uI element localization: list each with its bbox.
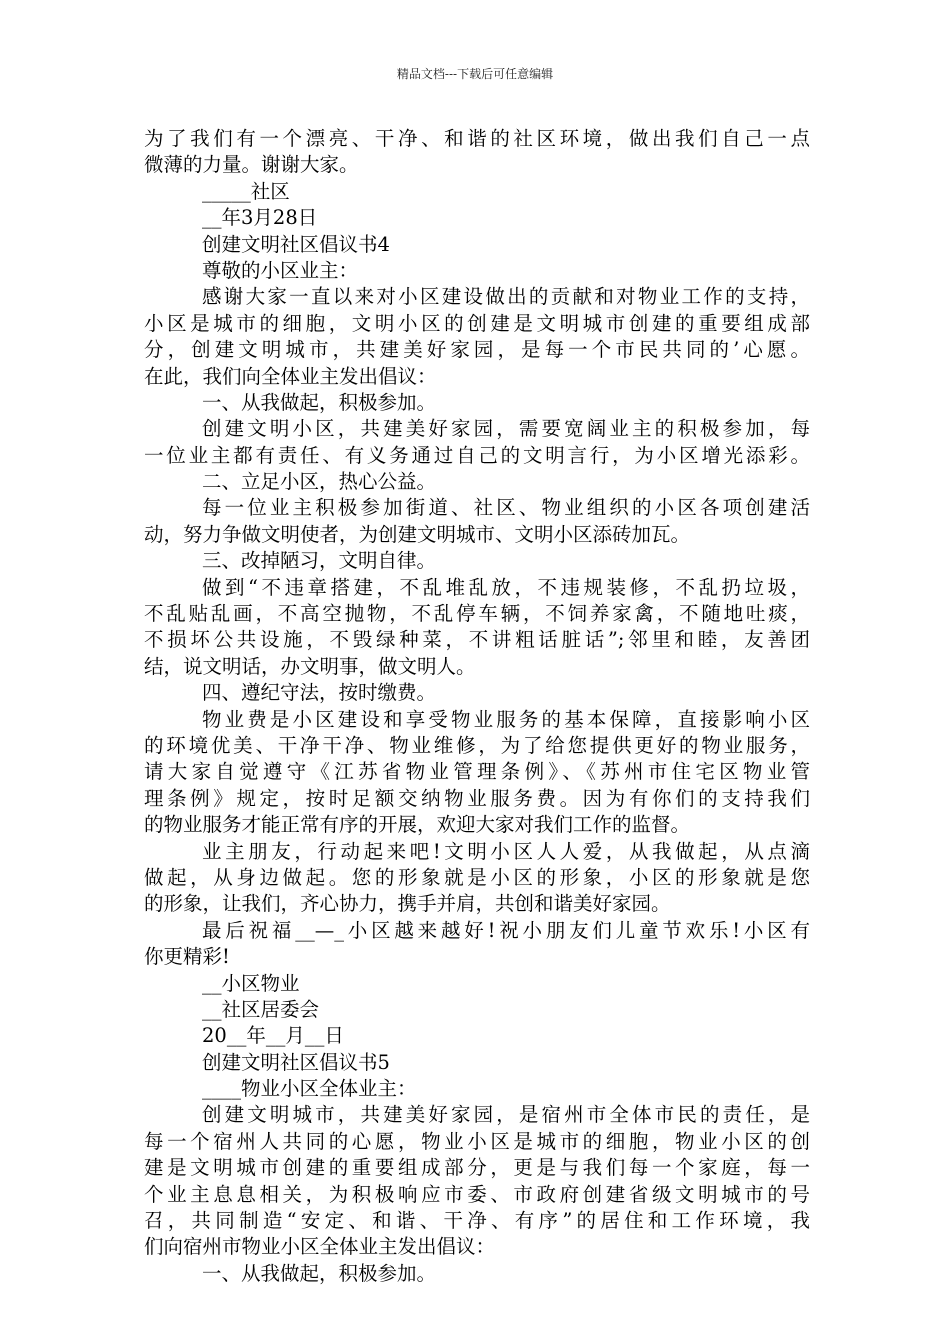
text-line: 创建文明社区倡议书4	[202, 232, 390, 256]
text-line: 20__年__月__日	[202, 1024, 344, 1048]
text-line: 不乱贴乱画，不高空抛物，不乱停车辆，不饲养家禽，不随地吐痰，	[144, 602, 810, 626]
text-line: ____物业小区全体业主：	[202, 1077, 417, 1101]
text-line: 的物业服务才能正常有序的开展，欢迎大家对我们工作的监督。	[144, 813, 691, 837]
text-line: 请大家自觉遵守《江苏省物业管理条例》、《苏州市住宅区物业管	[144, 760, 810, 784]
text-line: 个业主息息相关，为积极响应市委、市政府创建省级文明城市的号	[144, 1182, 810, 1206]
text-line: 动，努力争做文明使者，为创建文明城市、文明小区添砖加瓦。	[144, 522, 691, 546]
text-line: 业主朋友，行动起来吧!文明小区人人爱，从我做起，从点滴	[202, 839, 810, 863]
text-line: 四、遵纪守法，按时缴费。	[202, 681, 437, 705]
text-line: 小区是城市的细胞，文明小区的创建是文明城市创建的重要组成部	[144, 311, 810, 335]
text-line: 三、改掉陋习，文明自律。	[202, 549, 437, 573]
text-line: 为了我们有一个漂亮、干净、和谐的社区环境，做出我们自己一点	[144, 127, 810, 150]
text-line: 微薄的力量。谢谢大家。	[144, 153, 359, 177]
text-line: 创建文明城市，共建美好家园，是宿州市全体市民的责任，是	[202, 1103, 810, 1127]
text-line: 最后祝福__—_小区越来越好!祝小朋友们儿童节欢乐!小区有	[202, 918, 810, 942]
text-line: _____社区	[202, 179, 290, 203]
text-line: 结，说文明话，办文明事，做文明人。	[144, 654, 476, 678]
text-line: 们向宿州市物业小区全体业主发出倡议：	[144, 1235, 496, 1259]
text-line: 做到“不违章搭建，不乱堆乱放，不违规装修，不乱扔垃圾，	[202, 575, 810, 599]
text-line: __社区居委会	[202, 997, 320, 1021]
text-line: 理条例》规定，按时足额交纳物业服务费。因为有你们的支持我们	[144, 786, 810, 810]
text-line: 每一个宿州人共同的心愿，物业小区是城市的细胞，物业小区的创	[144, 1129, 810, 1153]
page-header: 精品文档---下载后可任意编辑	[396, 67, 554, 81]
text-line: 一、从我做起，积极参加。	[202, 1261, 437, 1285]
text-line: 召，共同制造“安定、和谐、干净、有序”的居住和工作环境，我	[144, 1209, 810, 1233]
text-line: 一、从我做起，积极参加。	[202, 390, 437, 414]
text-line: 的环境优美、干净干净、物业维修，为了给您提供更好的物业服务，	[144, 733, 810, 757]
text-line: 不损坏公共设施，不毁绿种菜，不讲粗话脏话”;邻里和睦，友善团	[144, 628, 810, 652]
text-line: 感谢大家一直以来对小区建设做出的贡献和对物业工作的支持，	[202, 285, 810, 309]
text-line: 物业费是小区建设和享受物业服务的基本保障，直接影响小区	[202, 707, 810, 731]
text-line: 尊敬的小区业主：	[202, 258, 359, 282]
text-line: 的形象，让我们，齐心协力，携手并肩，共创和谐美好家园。	[144, 892, 671, 916]
text-line: 你更精彩!	[144, 945, 230, 969]
text-line: 在此，我们向全体业主发出倡议：	[144, 364, 437, 388]
text-line: 二、立足小区，热心公益。	[202, 470, 437, 494]
text-line: 创建文明小区，共建美好家园，需要宽阔业主的积极参加，每	[202, 417, 810, 441]
text-line: 一位业主都有责任、有义务通过自己的文明言行，为小区增光添彩。	[144, 443, 810, 467]
text-line: 创建文明社区倡议书5	[202, 1050, 390, 1074]
text-line: 分，创建文明城市，共建美好家园，是每一个市民共同的’心愿。	[144, 338, 810, 362]
text-line: __小区物业	[202, 971, 300, 995]
text-line: 每一位业主积极参加街道、社区、物业组织的小区各项创建活	[202, 496, 810, 520]
document-body	[144, 126, 810, 1287]
text-line: 做起，从身边做起。您的形象就是小区的形象，小区的形象就是您	[144, 865, 810, 889]
text-line: __年3月28日	[202, 206, 318, 230]
text-line: 建是文明城市创建的重要组成部分，更是与我们每一个家庭，每一	[144, 1156, 810, 1180]
